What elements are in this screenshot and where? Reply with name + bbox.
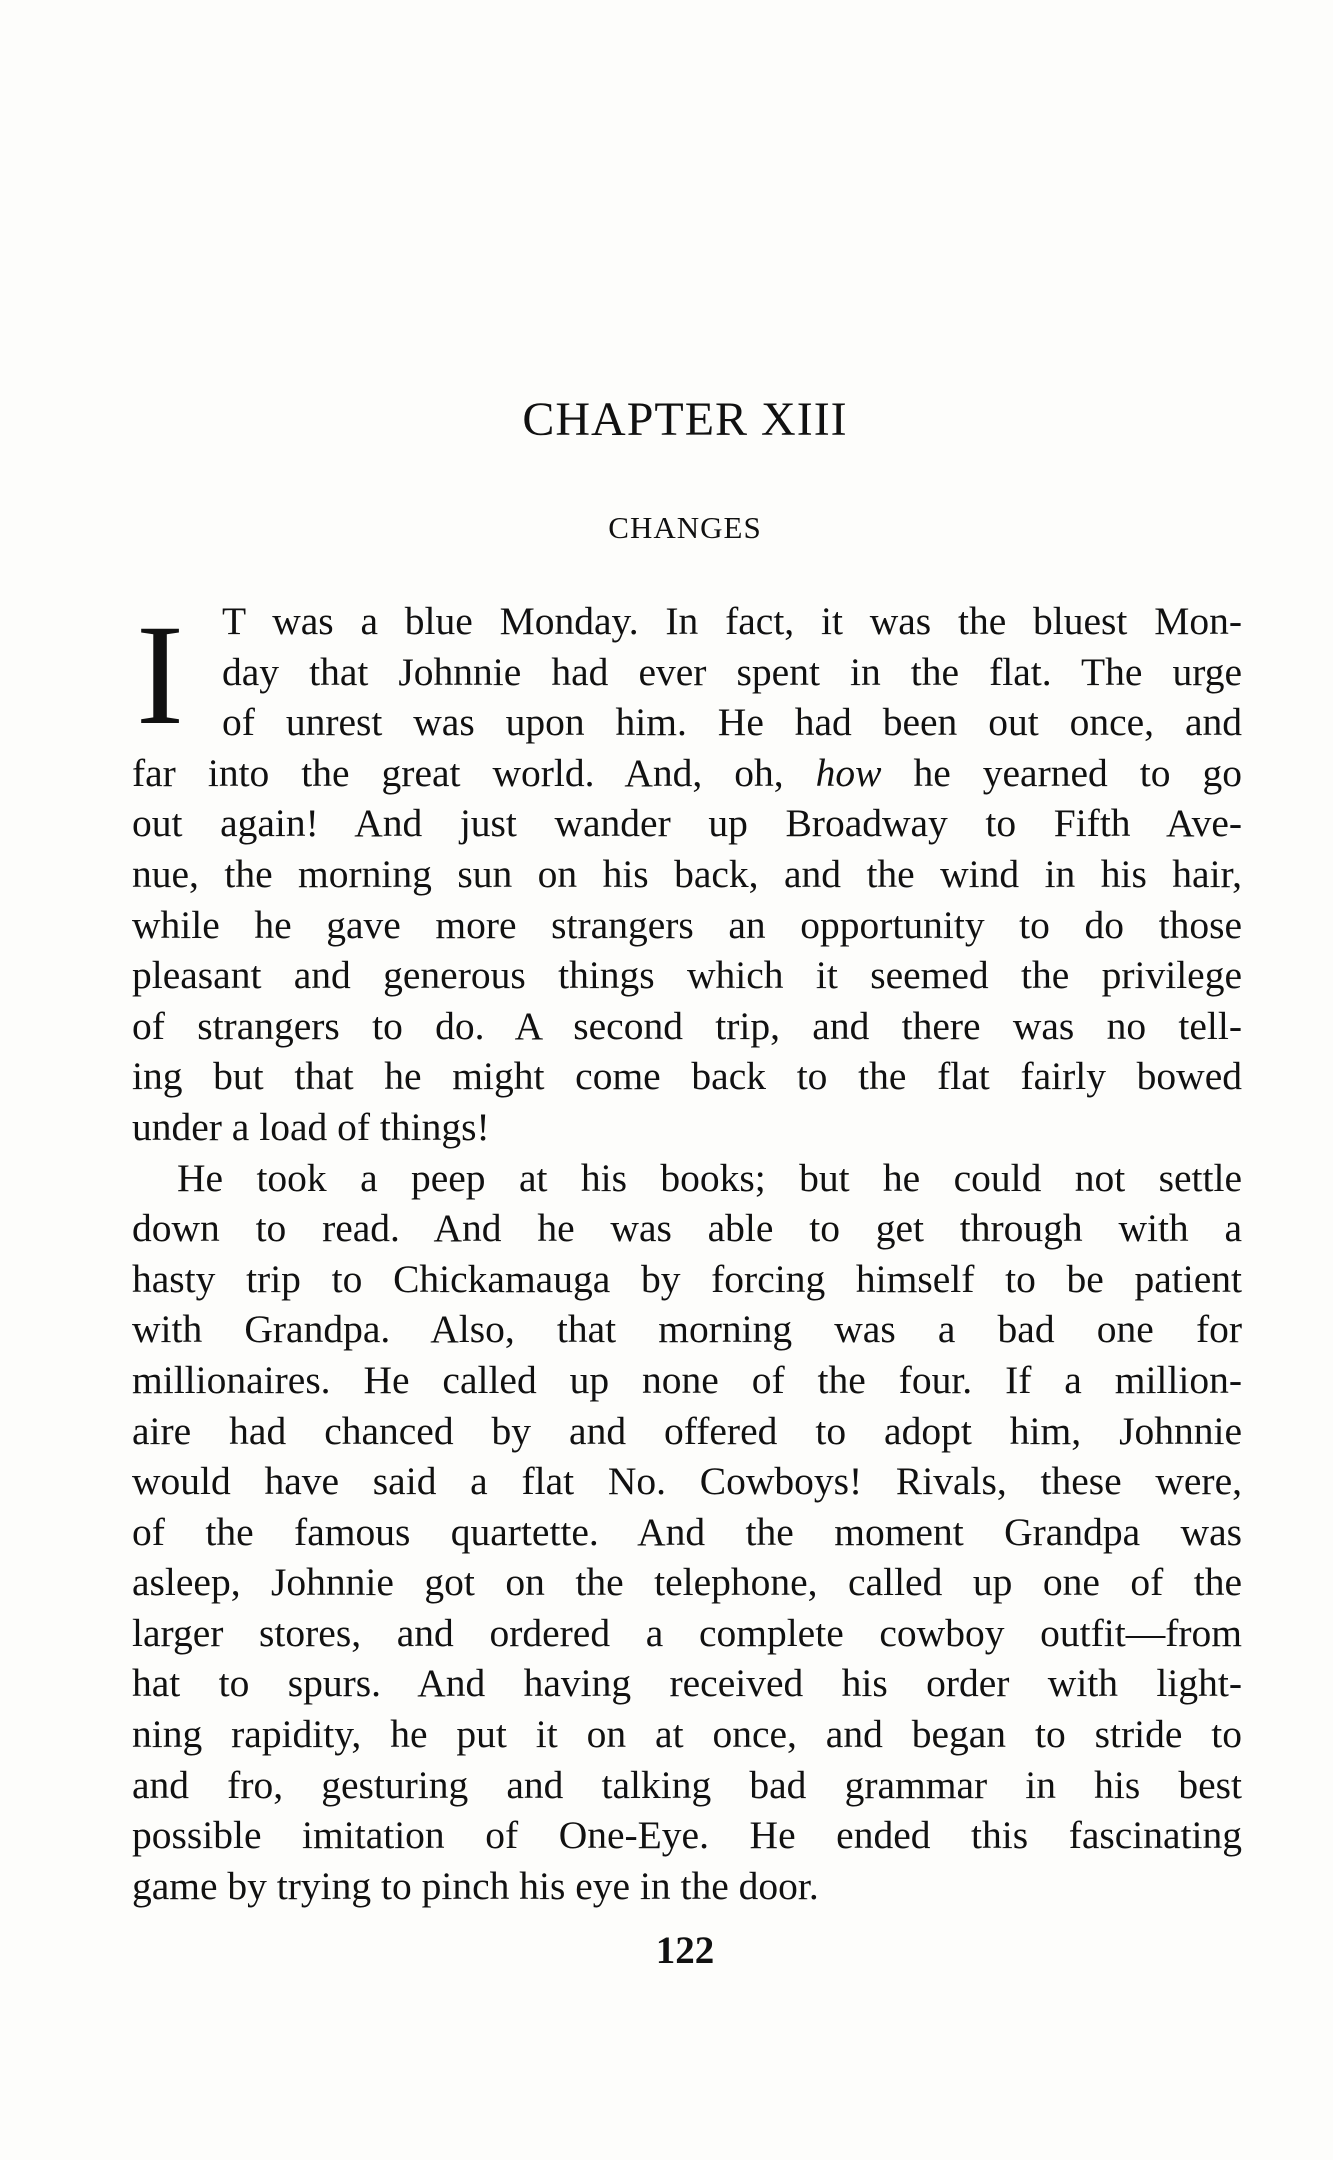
emphasis-text: how bbox=[815, 750, 882, 795]
paragraph-line: ing but that he might come back to the flat fairly bowed bbox=[132, 1054, 1242, 1099]
paragraph-line: while he gave more strangers an opportunity to do those bbox=[132, 902, 1242, 947]
paragraph-line: aire had chanced by and offered to adopt him, Johnnie bbox=[132, 1408, 1242, 1453]
paragraph-line: larger stores, and ordered a complete cowboy outfit—from bbox=[132, 1610, 1242, 1655]
paragraph-line: nue, the morning sun on his back, and the wind in his hair, bbox=[132, 851, 1242, 896]
paragraph-line: of unrest was upon him. He had been out once, and bbox=[222, 700, 1242, 745]
chapter-title: CHAPTER XIII bbox=[522, 393, 848, 446]
paragraph-line: asleep, Johnnie got on the telephone, called up one of the bbox=[132, 1560, 1242, 1605]
paragraph-line: hat to spurs. And having received his order with light- bbox=[132, 1661, 1242, 1706]
paragraph-line: down to read. And he was able to get through with a bbox=[132, 1206, 1242, 1251]
paragraph-line: under a load of things! bbox=[132, 1104, 490, 1149]
paragraph-line: pleasant and generous things which it seemed the privilege bbox=[132, 953, 1242, 998]
paragraph-line: millionaires. He called up none of the four. If a million- bbox=[132, 1357, 1242, 1402]
paragraph-line: ning rapidity, he put it on at once, and began to stride to bbox=[132, 1712, 1242, 1757]
chapter-subtitle: CHANGES bbox=[608, 510, 762, 545]
body-text bbox=[132, 596, 1242, 1911]
drop-cap: I bbox=[136, 596, 184, 755]
paragraph-line: with Grandpa. Also, that morning was a bad one for bbox=[132, 1307, 1242, 1352]
paragraph-line: T was a blue Monday. In fact, it was the bluest Mon- bbox=[222, 599, 1242, 643]
paragraph-line: out again! And just wander up Broadway to Fifth Ave- bbox=[132, 801, 1242, 846]
paragraph-line: of strangers to do. A second trip, and there was no tell- bbox=[132, 1003, 1242, 1048]
paragraph-line: hasty trip to Chickamauga by forcing himself to be patient bbox=[132, 1256, 1242, 1301]
paragraph-line: day that Johnnie had ever spent in the flat. The urge bbox=[222, 649, 1242, 694]
paragraph-line: game by trying to pinch his eye in the door. bbox=[132, 1863, 819, 1908]
page-number: 122 bbox=[655, 1929, 715, 1972]
paragraph-line: possible imitation of One-Eye. He ended this fascinating bbox=[132, 1813, 1242, 1858]
paragraph-line: and fro, gesturing and talking bad grammar in his best bbox=[132, 1762, 1242, 1807]
paragraph-line: far into the great world. And, oh, how he yearned to go bbox=[132, 750, 1242, 795]
paragraph-line: would have said a flat No. Cowboys! Rivals, these were, bbox=[132, 1459, 1242, 1504]
paragraph-line: of the famous quartette. And the moment Grandpa was bbox=[132, 1509, 1242, 1554]
paragraph-line: He took a peep at his books; but he could not settle bbox=[177, 1155, 1242, 1200]
